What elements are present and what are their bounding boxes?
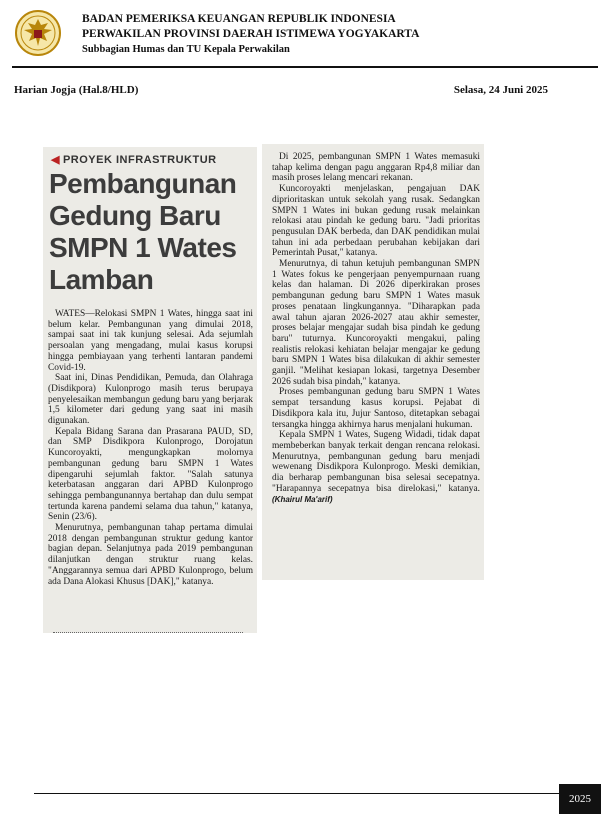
- article-body-column-2: [272, 152, 480, 505]
- article-byline: (Khairul Ma'arif): [272, 494, 333, 504]
- org-name-line2: PERWAKILAN PROVINSI DAERAH ISTIMEWA YOGYAKARTA: [82, 28, 420, 40]
- article-kicker: [51, 153, 217, 166]
- kicker-arrow-icon: ◀: [51, 154, 60, 166]
- article-paragraph-text: Kepala SMPN 1 Wates, Sugeng Widadi, tidak dapat membeberkan banyak terkait dengan rencana relokasi. Menurutnya, pembangunan gedung baru menjadi wewenang Disdikpora Kulonprogo. Meski demikian, dia berharap pembangunan bisa selesai secepatnya. "Harapannya secepatnya bisa direlokasi," katanya.: [272, 430, 480, 494]
- article-paragraph: Kepala Bidang Sarana dan Prasarana PAUD, SD, dan SMP Disdikpora Kulonprogo, Dorojatun Kuncoroyakti, mengungkapkan molornya pembangunan gedung baru SMPN 1 Wates dipengaruhi sejumlah faktor. "Salah satunya keterbatasan anggaran dari APBD Kulonprogo sehingga pembangunannya bertahap dan dulu sempat tertunda karena pandemi selama dua tahun," katanya, Senin (23/6).: [48, 426, 253, 523]
- article-paragraph: Saat ini, Dinas Pendidikan, Pemuda, dan Olahraga (Disdikpora) Kulonprogo masih terus berupaya penyelesaikan membangun gedung baru yang berjarak 1,5 kilometer dari gedung yang saat ini masih digunakan.: [48, 373, 253, 427]
- clipping-column-2: [262, 144, 484, 580]
- kicker-text: PROYEK INFRASTRUKTUR: [62, 154, 217, 166]
- article-paragraph-last: [272, 430, 480, 505]
- clipping-column-1: [43, 147, 257, 633]
- org-subdivision: Subbagian Humas dan TU Kepala Perwakilan: [82, 44, 290, 55]
- article-paragraph: Menurutnya, pembangunan tahap pertama dimulai 2018 dengan pembangunan struktur gedung kantor bagian depan. Selanjutnya pada 2019 pembangunan dilanjutkan dengan struktur ruang kelas. "Anggarannya semua dari APBD Kulonprogo, belum ada Dana Alokasi Khusus [DAK]," katanya.: [48, 523, 253, 587]
- footer-divider: [34, 793, 560, 794]
- article-body-column-1: [48, 309, 253, 587]
- article-paragraph: Kuncoroyakti menjelaskan, pengajuan DAK diprioritaskan untuk sekolah yang rusak. Sedangkan SMPN 1 Wates ini bukan gedung rusak melainkan relokasi atau pindah ke gedung baru. "Jadi prioritas pengusulan DAK berbeda, dan DAK pendidikan mulai tahun ini ada perbedaan perubahan kebijakan dari Pemerintah Pusat," katanya.: [272, 184, 480, 259]
- publication-date: Selasa, 24 Juni 2025: [453, 84, 548, 96]
- garuda-emblem-icon: [14, 8, 62, 58]
- article-paragraph: Proses pembangunan gedung baru SMPN 1 Wates sempat tersandung kasus korupsi. Pejabat di Disdikpora kala itu, Jujur Santoso, ditetapkan sebagai tersangka hingga akhirnya harus menjalani hukuman.: [272, 387, 480, 430]
- article-paragraph: Di 2025, pembangunan SMPN 1 Wates memasuki tahap kelima dengan pagu anggaran Rp4,8 miliar dan masih proses lelang mencari rekanan.: [272, 152, 480, 184]
- header-divider: [12, 66, 598, 68]
- publication-source: Harian Jogja (Hal.8/HLD): [14, 84, 139, 96]
- article-headline: Pembangunan Gedung Baru SMPN 1 Wates Lamban: [49, 168, 237, 295]
- clipping-cut-edge: [53, 628, 243, 633]
- article-paragraph: WATES—Relokasi SMPN 1 Wates, hingga saat ini belum kelar. Pembangunan yang dimulai 2018, sampai saat ini tak kunjung selesai. Ada sejumlah persoalan yang mengadang, mulai kasus korupsi hingga pembiayaan yang terhenti lantaran pandemi Covid-19.: [48, 309, 253, 373]
- year-badge: 2025: [559, 784, 601, 814]
- org-name-line1: BADAN PEMERIKSA KEUANGAN REPUBLIK INDONESIA: [82, 13, 396, 25]
- article-paragraph: Menurutnya, di tahun ketujuh pembangunan SMPN 1 Wates fokus ke pengerjaan penyempurnaan ruang kelas dan halaman. Di 2026 diperkirakan proses pembangunan gedung baru SMPN 1 Wates masuk proses penataan lingkungannya. "Diharapkan pada awal tahun ajaran 2026-2027 atau akhir semester, proses belajar mengajar sudah bisa pindah ke gedung baru" tuturnya. Kuncoroyakti mengakui, paling realistis relokasi kehiatan belajar mengajar ke gedung baru SMPN 1 Wates bisa dilakukan di akhir semester ganjil. "Melihat kesiapan lokasi, targetnya Desember 2026 sudah bisa pindah," katanya.: [272, 259, 480, 387]
